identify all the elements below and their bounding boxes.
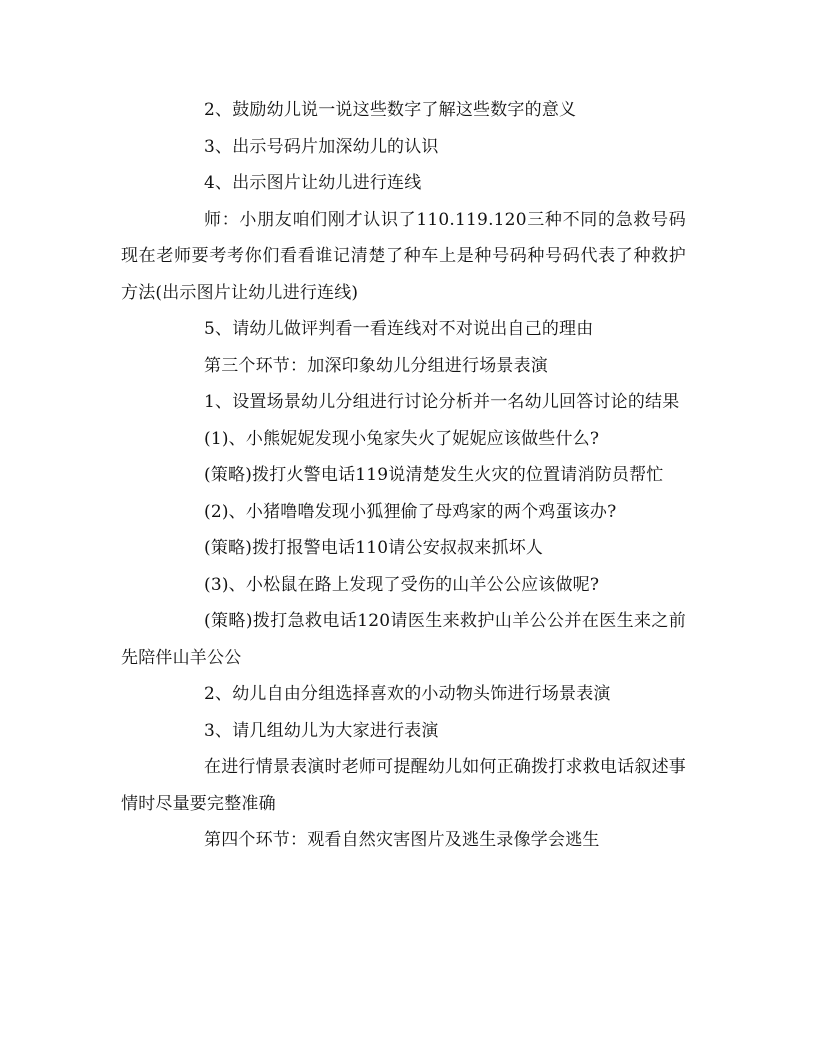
- paragraph: 3、出示号码片加深幼儿的认识: [204, 136, 439, 157]
- paragraph: (策略)拨打报警电话110请公安叔叔来抓坏人: [204, 538, 544, 558]
- paragraph: 2、幼儿自由分组选择喜欢的小动物头饰进行场景表演: [204, 684, 611, 704]
- paragraph: 2、鼓励幼儿说一说这些数字了解这些数字的意义: [204, 100, 577, 120]
- paragraph: (策略)拨打急救电话120请医生来救护山羊公公并在医生来之前先陪伴山羊公公: [121, 611, 686, 668]
- paragraph: 3、请几组幼儿为大家进行表演: [204, 720, 439, 741]
- paragraph: 5、请幼儿做评判看一看连线对不对说出自己的理由: [204, 319, 594, 339]
- section-heading: 第四个环节：观看自然灾害图片及逃生录像学会逃生: [204, 830, 600, 850]
- paragraph: 1、设置场景幼儿分组进行讨论分析并一名幼儿回答讨论的结果: [204, 392, 680, 412]
- section-heading: 第三个环节：加深印象幼儿分组进行场景表演: [204, 355, 548, 376]
- paragraph: 4、出示图片让幼儿进行连线: [204, 173, 422, 193]
- paragraph: (2)、小猪噜噜发现小狐狸偷了母鸡家的两个鸡蛋该办?: [204, 501, 617, 522]
- paragraph: 在进行情景表演时老师可提醒幼儿如何正确拨打求救电话叙述事情时尽量要完整准确: [121, 757, 686, 814]
- paragraph: 师：小朋友咱们刚才认识了110.119.120三种不同的急救号码现在老师要考考你们看看谁记清楚了种车上是种号码种号码代表了种救护方法(出示图片让幼儿进行连线): [121, 209, 686, 303]
- paragraph: (策略)拨打火警电话119说清楚发生火灾的位置请消防员帮忙: [204, 465, 664, 485]
- paragraph: (3)、小松鼠在路上发现了受伤的山羊公公应该做呢?: [204, 574, 600, 595]
- paragraph: (1)、小熊妮妮发现小兔家失火了妮妮应该做些什么?: [204, 428, 600, 449]
